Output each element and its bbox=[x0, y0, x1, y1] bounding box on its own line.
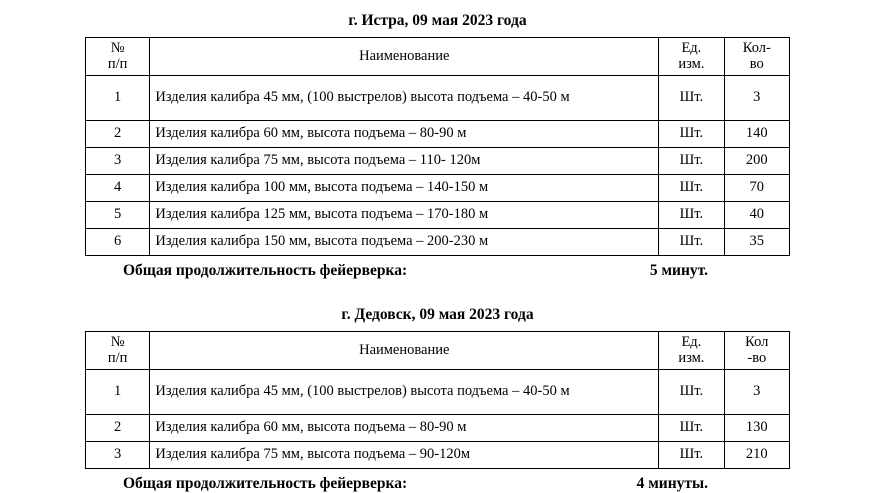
column-header-number-line2: п/п bbox=[107, 350, 128, 367]
column-header-number-line2: п/п bbox=[107, 56, 128, 73]
table-header bbox=[86, 37, 790, 75]
row-name: Изделия калибра 100 мм, высота подъема – 140-150 м bbox=[150, 174, 659, 201]
row-number: 1 bbox=[86, 75, 150, 120]
row-number: 6 bbox=[86, 228, 150, 255]
row-unit: Шт. bbox=[659, 174, 724, 201]
column-header-quantity-line2: -во bbox=[747, 350, 767, 367]
fireworks-section-dedovsk bbox=[85, 280, 790, 493]
table-row bbox=[86, 369, 790, 414]
section-title: г. Дедовск, 09 мая 2023 года bbox=[341, 305, 534, 323]
row-number: 5 bbox=[86, 201, 150, 228]
row-quantity: 210 bbox=[724, 441, 789, 468]
column-header-quantity bbox=[724, 331, 789, 369]
row-unit: Шт. bbox=[659, 228, 724, 255]
row-name: Изделия калибра 45 мм, (100 выстрелов) высота подъема – 40-50 м bbox=[150, 369, 659, 414]
table-body bbox=[86, 369, 790, 468]
row-quantity: 40 bbox=[724, 201, 789, 228]
row-number: 1 bbox=[86, 369, 150, 414]
total-duration-line bbox=[85, 475, 790, 493]
fireworks-section-istra bbox=[85, 0, 790, 280]
column-header-quantity-line1: Кол- bbox=[742, 39, 771, 56]
table-row bbox=[86, 441, 790, 468]
column-header-quantity-line1: Кол bbox=[745, 333, 769, 350]
fireworks-table bbox=[85, 331, 790, 469]
total-duration-label: Общая продолжительность фейерверка: bbox=[123, 261, 408, 279]
row-quantity: 140 bbox=[724, 120, 789, 147]
column-header-quantity bbox=[724, 37, 789, 75]
row-unit: Шт. bbox=[659, 414, 724, 441]
table-row bbox=[86, 201, 790, 228]
row-name: Изделия калибра 150 мм, высота подъема – 200-230 м bbox=[150, 228, 659, 255]
table-row bbox=[86, 75, 790, 120]
table-row bbox=[86, 414, 790, 441]
table-body bbox=[86, 75, 790, 255]
column-header-unit bbox=[659, 331, 724, 369]
column-header-number bbox=[86, 37, 150, 75]
total-duration-label: Общая продолжительность фейерверка: bbox=[123, 474, 408, 492]
row-unit: Шт. bbox=[659, 120, 724, 147]
row-number: 2 bbox=[86, 414, 150, 441]
total-duration-line bbox=[85, 262, 790, 280]
table-row bbox=[86, 120, 790, 147]
column-header-unit bbox=[659, 37, 724, 75]
column-header-unit-line1: Ед. bbox=[681, 333, 702, 350]
fireworks-table bbox=[85, 37, 790, 256]
total-duration-value: 5 минут. bbox=[649, 261, 708, 279]
table-row bbox=[86, 228, 790, 255]
row-unit: Шт. bbox=[659, 201, 724, 228]
row-number: 3 bbox=[86, 147, 150, 174]
row-quantity: 35 bbox=[724, 228, 789, 255]
table-header-row bbox=[86, 331, 790, 369]
row-unit: Шт. bbox=[659, 147, 724, 174]
total-duration-value: 4 минуты. bbox=[636, 474, 708, 492]
row-quantity: 3 bbox=[724, 369, 789, 414]
row-quantity: 70 bbox=[724, 174, 789, 201]
row-name: Изделия калибра 60 мм, высота подъема – 80-90 м bbox=[150, 414, 659, 441]
row-unit: Шт. bbox=[659, 369, 724, 414]
column-header-number-line1: № bbox=[110, 333, 125, 350]
row-number: 3 bbox=[86, 441, 150, 468]
row-name: Изделия калибра 75 мм, высота подъема – 110- 120м bbox=[150, 147, 659, 174]
column-header-unit-line2: изм. bbox=[678, 56, 705, 73]
row-unit: Шт. bbox=[659, 75, 724, 120]
table-header-row bbox=[86, 37, 790, 75]
column-header-number bbox=[86, 331, 150, 369]
row-number: 4 bbox=[86, 174, 150, 201]
column-header-unit-line1: Ед. bbox=[681, 39, 702, 56]
table-row bbox=[86, 174, 790, 201]
row-name: Изделия калибра 45 мм, (100 выстрелов) высота подъема – 40-50 м bbox=[150, 75, 659, 120]
column-header-number-line1: № bbox=[110, 39, 125, 56]
table-row bbox=[86, 147, 790, 174]
row-quantity: 130 bbox=[724, 414, 789, 441]
column-header-unit-line2: изм. bbox=[678, 350, 705, 367]
row-quantity: 3 bbox=[724, 75, 789, 120]
row-name: Изделия калибра 125 мм, высота подъема – 170-180 м bbox=[150, 201, 659, 228]
column-header-name: Наименование bbox=[150, 331, 659, 369]
column-header-name: Наименование bbox=[150, 37, 659, 75]
row-number: 2 bbox=[86, 120, 150, 147]
section-title: г. Истра, 09 мая 2023 года bbox=[348, 12, 527, 29]
table-header bbox=[86, 331, 790, 369]
row-unit: Шт. bbox=[659, 441, 724, 468]
row-name: Изделия калибра 75 мм, высота подъема – 90-120м bbox=[150, 441, 659, 468]
column-header-quantity-line2: во bbox=[749, 56, 764, 73]
row-name: Изделия калибра 60 мм, высота подъема – 80-90 м bbox=[150, 120, 659, 147]
row-quantity: 200 bbox=[724, 147, 789, 174]
